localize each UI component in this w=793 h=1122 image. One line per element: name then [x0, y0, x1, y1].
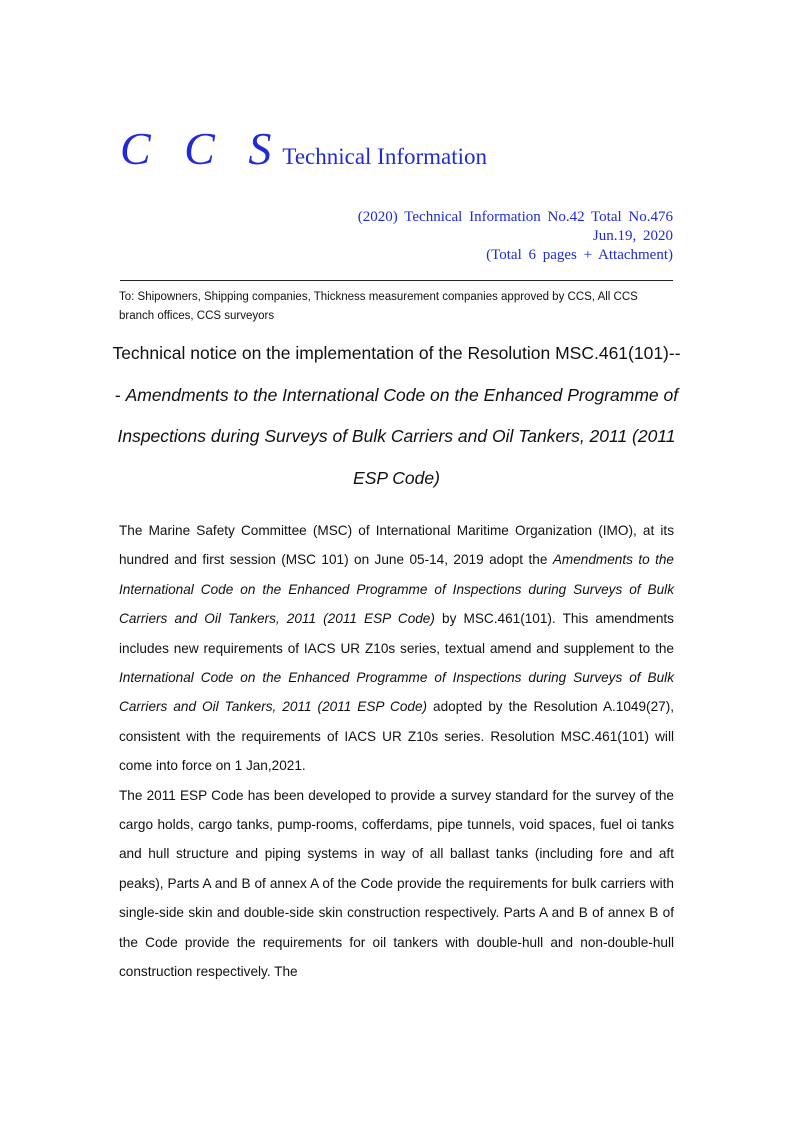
meta-date: Jun.19, 2020: [592, 228, 673, 244]
recipients: To: Shipowners, Shipping companies, Thickness measurement companies approved by CCS, All CCS branch offices, CCS surveyors: [119, 291, 638, 322]
document-title: [110, 333, 683, 499]
title-plain: Technical notice on the implementation of the Resolution MSC.461(101)---: [112, 343, 681, 405]
header-divider: [120, 280, 673, 281]
p1-s2: Amendments to the International Code on the Enhanced Programme of Inspections during Surveys of Bulk Carriers and Oil Tankers, 2011 (2011 ESP Code): [119, 552, 674, 627]
p1-s4: International Code on the Enhanced Programme of Inspections during Surveys of Bulk Carriers and Oil Tankers, 2011 (2011 ESP Code): [119, 670, 674, 715]
meta-pages: (Total 6 pages + Attachment): [486, 247, 673, 263]
paragraph-2: The 2011 ESP Code has been developed to provide a survey standard for the survey of the cargo holds, cargo tanks, pump-rooms, cofferdams, pipe tunnels, void spaces, fuel oi tanks and hull structure and piping systems in way of all ballast tanks (including fore and aft peaks), Parts A and B of annex A of the Code provide the requirements for bulk carriers with single-side skin and double-side skin construction respectively. Parts A and B of annex B of the Code provide the requirements for oil tankers with double-hull and non-double-hull construction respectively. The: [119, 787, 674, 980]
p1-s1: The Marine Safety Committee (MSC) of International Maritime Organization (IMO), at its hundred and first session (MSC 101) on June 05-14, 2019 adopt the: [119, 523, 674, 568]
title-italic: Amendments to the International Code on the Enhanced Programme of Inspections during Surveys of Bulk Carriers and Oil Tankers, 2011 (2011 ESP Code): [117, 384, 679, 488]
body-text: [119, 516, 674, 987]
meta-number: (2020) Technical Information No.42 Total No.476: [357, 209, 673, 225]
p1-s3: by MSC.461(101). This amendments includes new requirements of IACS UR Z10s series, textual amend and supplement to the: [119, 611, 674, 656]
ccs-logo: C C S: [120, 123, 283, 174]
document-header: [120, 122, 487, 175]
paragraph-1: [119, 516, 674, 781]
p1-s5: adopted by the Resolution A.1049(27), consistent with the requirements of IACS UR Z10s series. Resolution MSC.461(101) will come into force on 1 Jan,2021.: [119, 699, 674, 774]
header-title: Technical Information: [282, 144, 488, 169]
document-meta: [358, 208, 673, 265]
